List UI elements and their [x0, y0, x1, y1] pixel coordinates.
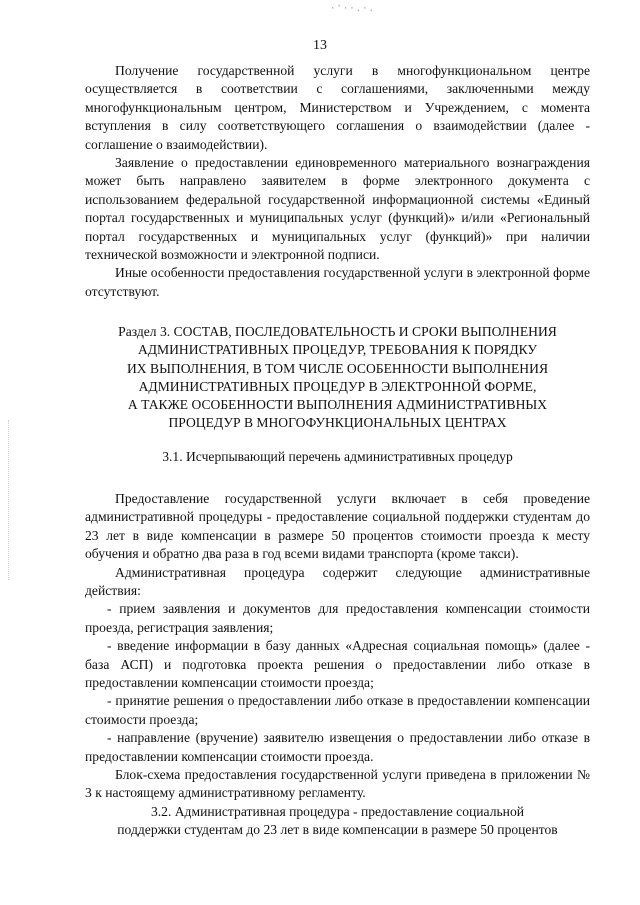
scan-margin-artifact [8, 420, 15, 580]
section-heading-line: АДМИНИСТРАТИВНЫХ ПРОЦЕДУР В ЭЛЕКТРОННОЙ ФОРМЕ, [138, 378, 537, 394]
section-3-heading [85, 323, 590, 432]
section-heading-line: Раздел 3. СОСТАВ, ПОСЛЕДОВАТЕЛЬНОСТЬ И СРОКИ ВЫПОЛНЕНИЯ [118, 324, 557, 340]
section-heading-line: А ТАКЖЕ ОСОБЕННОСТИ ВЫПОЛНЕНИЯ АДМИНИСТРАТИВНЫХ [127, 397, 548, 413]
document-body [85, 62, 590, 840]
page-number: 13 [313, 38, 327, 53]
paragraph-service-procedure: Предоставление государственной услуги включает в себя проведение административной процедуры - предоставление социальной поддержки студентам до 23 лет в виде компенсации в размере 50 процентов стоимости проезда к месту обучения и обратно два раза в год всеми видами транспорта (кроме такси). [85, 490, 590, 562]
section-heading-line: ПРОЦЕДУР В МНОГОФУНКЦИОНАЛЬНЫХ ЦЕНТРАХ [168, 415, 507, 431]
subsection-3-2-line: 3.2. Административная процедура - предоставление социальной [150, 803, 525, 819]
paragraph-other-features: Иные особенности предоставления государственной услуги в электронной форме отсутствуют. [85, 265, 590, 299]
list-item: - прием заявления и документов для предоставления компенсации стоимости проезда, регистрация заявления; [85, 601, 590, 635]
list-item: - направление (вручение) заявителю извещения о предоставлении либо отказе в предоставлении компенсации стоимости проезда. [85, 730, 590, 764]
paragraph-actions-intro: Административная процедура содержит следующие административные действия: [85, 564, 590, 598]
subsection-3-1-heading: 3.1. Исчерпывающий перечень административных процедур [162, 448, 513, 464]
scan-artifact: ·'··.·. [330, 4, 375, 14]
paragraph-mfc: Получение государственной услуги в многофункциональном центре осуществляется в соответствии с соглашениями, заключенными между многофункциональным центром, Министерством и Учреждением, с момента вступления в силу соответствующего соглашения о взаимодействии (далее - соглашение о взаимодействии). [85, 63, 590, 152]
list-item: - введение информации в базу данных «Адресная социальная помощь» (далее - база АСП) и подготовка проекта решения о предоставлении либо отказе в предоставлении компенсации стоимости проезда; [85, 638, 590, 690]
subsection-3-2-line: поддержки студентам до 23 лет в виде компенсации в размере 50 процентов [117, 822, 558, 838]
paragraph-electronic-application: Заявление о предоставлении единовременного материального вознаграждения может быть направлено заявителем в форме электронного документа с использованием федеральной государственной информационной системы «Единый портал государственных и муниципальных услуг (функций)» и/или «Региональный портал государственных и муниципальных услуг (функций)» при наличии технической возможности и электронной подписи. [85, 155, 590, 263]
paragraph-block-scheme: Блок-схема предоставления государственной услуги приведена в приложении № 3 к настоящему административному регламенту. [85, 767, 590, 801]
section-heading-line: ИХ ВЫПОЛНЕНИЯ, В ТОМ ЧИСЛЕ ОСОБЕННОСТИ ВЫПОЛНЕНИЯ [126, 360, 549, 376]
list-item: - принятие решения о предоставлении либо отказе в предоставлении компенсации стоимости проезда; [85, 693, 590, 727]
section-heading-line: АДМИНИСТРАТИВНЫХ ПРОЦЕДУР, ТРЕБОВАНИЯ К ПОРЯДКУ [137, 342, 538, 358]
